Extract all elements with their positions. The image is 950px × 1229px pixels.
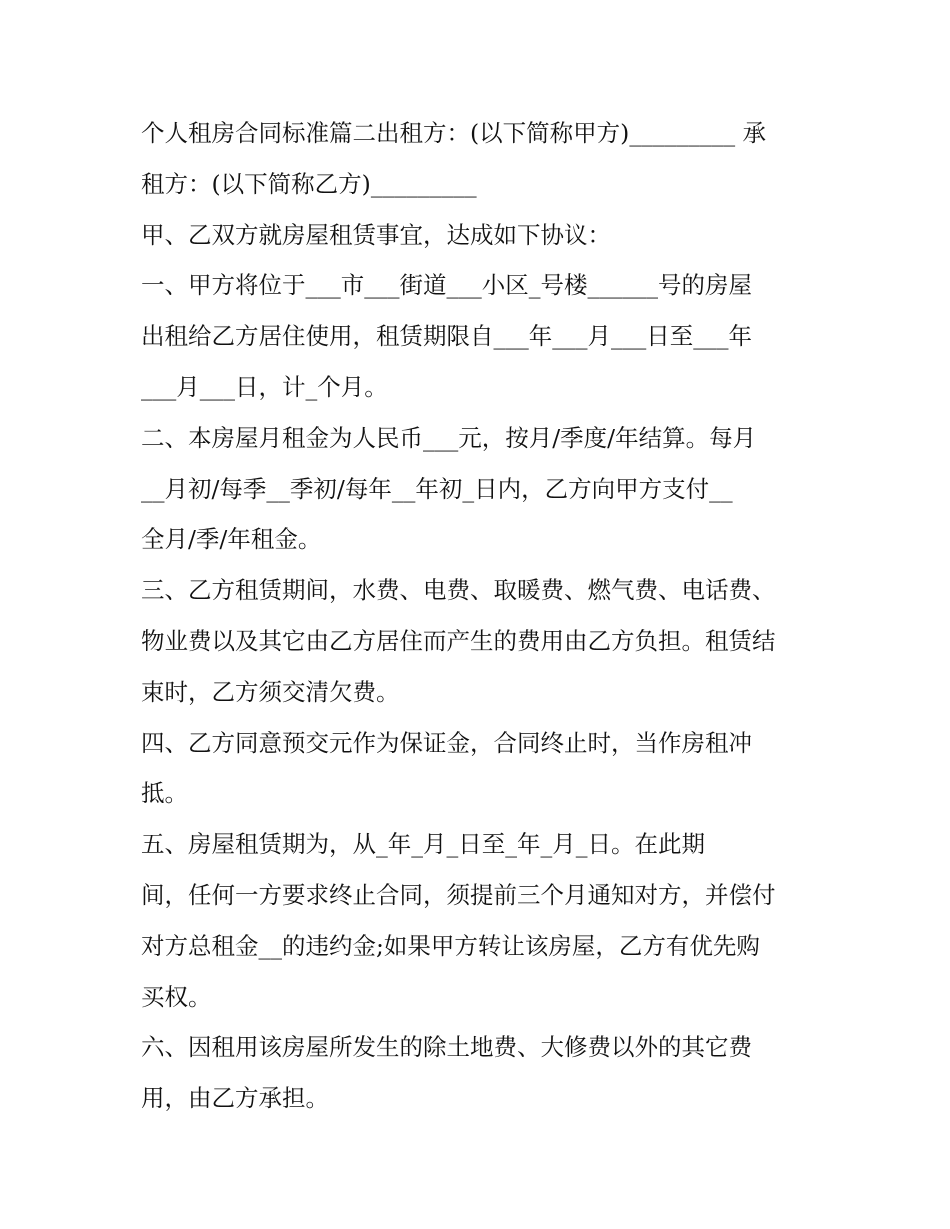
text-line: 四、乙方同意预交元作为保证金，合同终止时，当作房租冲	[141, 728, 752, 757]
text-line: 个人租房合同标准篇二出租方：(以下简称甲方)_________ 承	[141, 119, 767, 147]
text-line: 三、乙方租赁期间，水费、电费、取暖费、燃气费、电话费、	[141, 576, 776, 605]
text-line: 五、房屋租赁期为，从_年_月_日至_年_月_日。在此期	[141, 830, 705, 859]
text-line: 出租给乙方居住使用，租赁期限自___年___月___日至___年	[141, 322, 752, 351]
text-line: ___月___日，计_个月。	[141, 372, 388, 401]
text-line: __月初/每季__季初/每年__年初_日内，乙方向甲方支付__	[141, 474, 733, 503]
text-line: 对方总租金__的违约金;如果甲方转让该房屋，乙方有优先购	[141, 931, 760, 960]
text-line: 一、甲方将位于___市___街道___小区_号楼______号的房屋	[141, 271, 752, 300]
text-line: 六、因租用该房屋所发生的除土地费、大修费以外的其它费	[141, 1033, 752, 1062]
text-line: 二、本房屋月租金为人民币___元，按月/季度/年结算。每月	[141, 423, 757, 452]
text-line: 全月/季/年租金。	[141, 525, 322, 554]
text-line: 抵。	[141, 779, 188, 808]
text-line: 束时，乙方须交清欠费。	[141, 677, 400, 706]
text-line: 物业费以及其它由乙方居住而产生的费用由乙方负担。租赁结	[141, 626, 776, 655]
text-line: 甲、乙双方就房屋租赁事宜，达成如下协议：	[141, 220, 611, 249]
text-line: 用，由乙方承担。	[141, 1084, 329, 1113]
document-page	[141, 108, 821, 1124]
text-line: 买权。	[141, 982, 212, 1011]
text-line: 租方：(以下简称乙方)_________	[141, 169, 477, 198]
text-line: 间，任何一方要求终止合同，须提前三个月通知对方，并偿付	[141, 880, 776, 909]
